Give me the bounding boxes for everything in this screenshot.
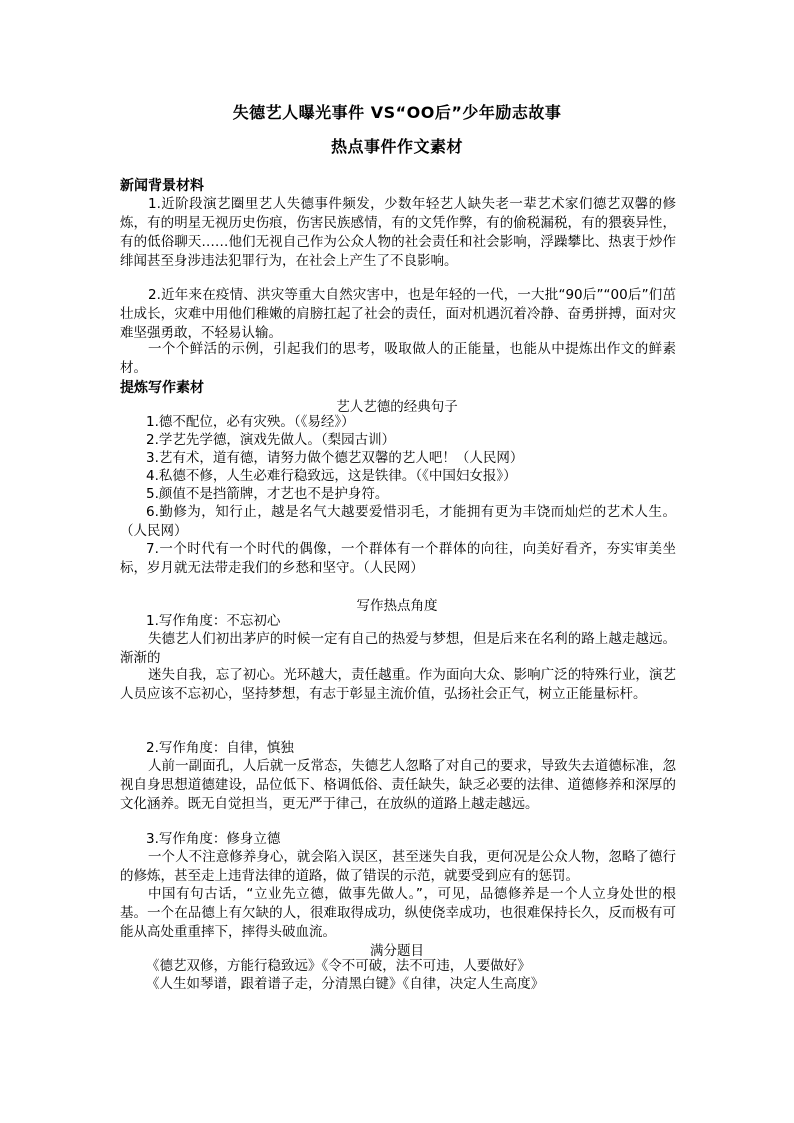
angle3-paragraph-1: 一个人不注意修养身心，就会陷入误区，甚至迷失自我，更何况是公众人物，忽略了德行的修炼，甚至走上违背法律的道路，做了错误的示范，就要受到应有的惩罚。 — [120, 849, 676, 884]
quote-4: 4.私德不修，人生必难行稳致远，这是铁律。（《中国妇女报》） — [146, 468, 517, 484]
quotes-heading: 艺人艺德的经典句子 — [336, 399, 458, 415]
news-paragraph-3: 一个个鲜活的示例，引起我们的思考，吸取做人的正能量，也能从中提炼出作文的鲜素材。 — [120, 341, 676, 376]
news-paragraph-2: 2.近年来在疫情、洪灾等重大自然灾害中，也是年轻的一代，一大批“90后”“00后”们茁壮成长，灾难中用他们稚嫩的肩膀扛起了社会的责任，面对机遇沉着冷静、奋勇拼搏，面对灾难坚强勇敢，不轻易认输。 — [120, 287, 676, 341]
quote-3: 3.艺有术，道有德，请努力做个德艺双馨的艺人吧！（人民网） — [146, 450, 524, 466]
angle3-paragraph-2: 中国有句古话，“立业先立德，做事先做人。”，可见，品德修养是一个人立身处世的根基。一个在品德上有欠缺的人，很难取得成功，纵使侥幸成功，也很难保持长久，反而极有可能从高处重重摔下，摔得头破血流。 — [120, 886, 676, 940]
news-heading: 新闻背景材料 — [120, 178, 204, 194]
quote-6: 6.勤修为，知行止，越是名气大越要爱惜羽毛，才能拥有更为丰饶而灿烂的艺术人生。（人民网） — [120, 504, 676, 539]
angle2-paragraph: 人前一副面孔，人后就一反常态，失德艺人忽略了对自己的要求，导致失去道德标准，忽视自身思想道德建设，品位低下、格调低俗、责任缺失，缺乏必要的法律、道德修养和深厚的文化涵养。既无自觉担当，更无严于律己，在放纵的道路上越走越远。 — [120, 758, 676, 812]
angles-heading: 写作热点角度 — [356, 598, 438, 614]
angle1-title: 1.写作角度：不忘初心 — [146, 613, 281, 629]
quote-2: 2.学艺先学德，演戏先做人。（梨园古训） — [146, 432, 396, 448]
titles-line-2: 《人生如琴谱，跟着谱子走，分清黑白键》《自律，决定人生高度》 — [146, 976, 545, 992]
quote-1: 1.德不配位，必有灾殃。（《易经》） — [146, 414, 355, 430]
titles-heading: 满分题目 — [370, 943, 424, 959]
document-subtitle: 热点事件作文素材 — [330, 137, 463, 156]
angle2-title: 2.写作角度：自律，慎独 — [146, 740, 294, 756]
angle3-title: 3.写作角度：修身立德 — [146, 831, 281, 847]
extract-heading: 提炼写作素材 — [120, 380, 204, 396]
quote-5: 5.颜值不是挡箭牌，才艺也不是护身符。 — [146, 486, 389, 502]
document-title: 失德艺人曝光事件 VS“OO后”少年励志故事 — [232, 103, 562, 122]
angle1-paragraph-2: 迷失自我，忘了初心。光环越大，责任越重。作为面向大众、影响广泛的特殊行业，演艺人员应该不忘初心，坚持梦想，有志于彰显主流价值，弘扬社会正气，树立正能量标杆。 — [120, 667, 676, 702]
titles-line-1: 《德艺双修，方能行稳致远》《令不可破，法不可违，人要做好》 — [146, 958, 531, 974]
news-paragraph-1: 1.近阶段演艺圈里艺人失德事件频发，少数年轻艺人缺失老一辈艺术家们德艺双馨的修炼，有的明星无视历史伤痕，伤害民族感情，有的文凭作弊，有的偷税漏税，有的猥亵异性，有的低俗聊天……他们无视自己作为公众人物的社会责任和社会影响，浮躁攀比、热衷于炒作绯闻甚至身涉违法犯罪行为，在社会上产生了不良影响。 — [120, 196, 676, 269]
angle1-paragraph-1: 失德艺人们初出茅庐的时候一定有自己的热爱与梦想，但是后来在名利的路上越走越远。渐渐的 — [120, 631, 676, 666]
quote-7: 7.一个时代有一个时代的偶像，一个群体有一个群体的向往，向美好看齐，夯实审美坐标，岁月就无法带走我们的乡愁和坚守。（人民网） — [120, 541, 676, 576]
